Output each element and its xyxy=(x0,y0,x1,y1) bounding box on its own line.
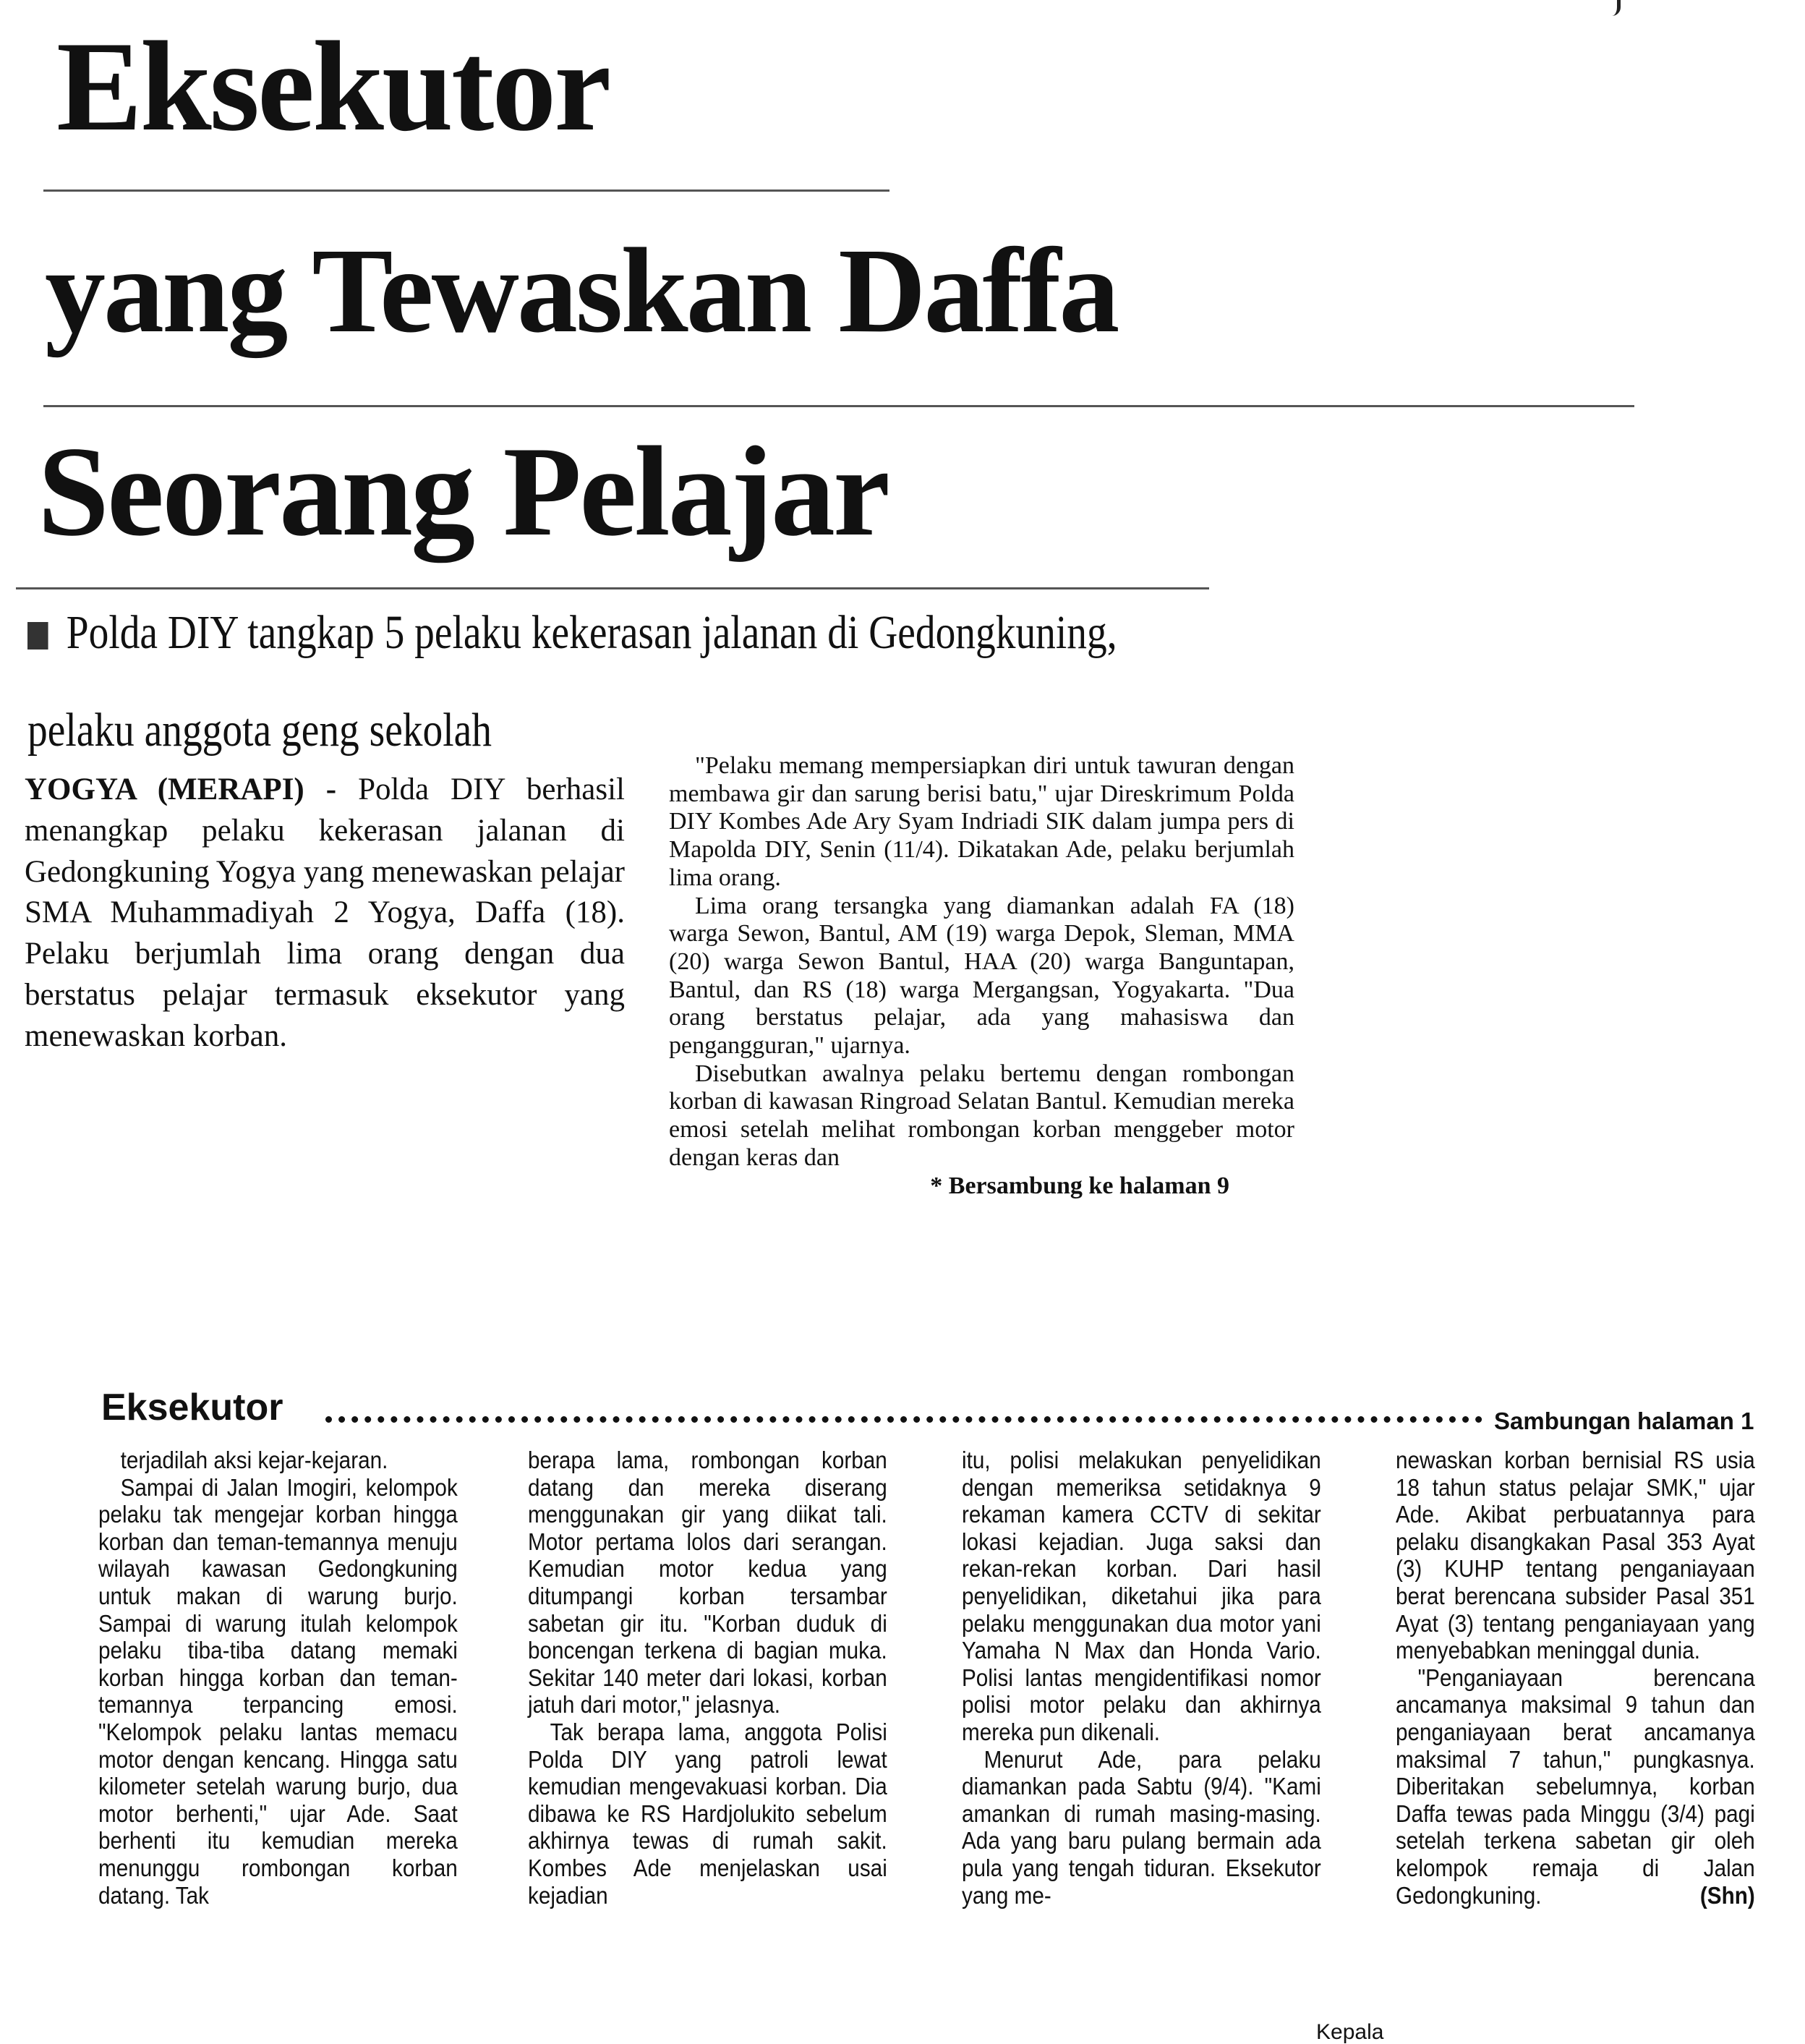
continuation-paragraph: Sampai di Jalan Imogiri, kelompok pelaku tak mengejar korban hingga korban dan teman-temannya menuju wilayah kawasan Gedongkuning untuk makan di warung burjo. Sampai di warung itulah kelompok pelaku tiba-tiba datang memaki korban hingga korban dan teman-temannya terpancing emosi. "Kelompok pelaku lantas memacu motor dengan kencang. Hingga satu kilometer setelah warung burjo, dua motor berhenti," ujar Ade. Saat berhenti itu kemudian mereka menunggu rombongan korban datang. Tak xyxy=(98,1473,458,1909)
article-paragraph: Disebutkan awalnya pelaku bertemu dengan rombongan korban di kawasan Ringroad Selatan Bantul. Kemudian mereka emosi setelah melihat rombongan korban menggeber motor dengan keras dan xyxy=(669,1060,1294,1171)
headline-line-1: Eksekutor xyxy=(56,14,610,158)
continuation-column-2 xyxy=(528,1447,887,1909)
lead-text: Polda DIY berhasil menangkap pelaku kekerasan jalanan di Gedongkuning Yogya yang menewaskan pelajar SMA Muhammadiyah 2 Yogya, Daffa (18). Pelaku berjumlah lima orang dengan dua berstatus pelajar termasuk eksekutor yang menewaskan korban. xyxy=(25,772,625,1053)
continuation-column-1 xyxy=(98,1447,458,1909)
continuation-column-4 xyxy=(1396,1447,1755,1909)
continuation-paragraph xyxy=(1396,1664,1755,1909)
dotted-leader xyxy=(325,1416,1482,1423)
continuation-column-3 xyxy=(962,1447,1321,1909)
continuation-paragraph: itu, polisi melakukan penyelidikan dengan memeriksa setidaknya 9 rekaman kamera CCTV di sekitar lokasi kejadian. Juga saksi dan rekan-rekan korban. Dari hasil penyelidikan, diketahui jika para pelaku menggunakan dua motor yani Yamaha N Max dan Honda Vario. Polisi lantas mengidentifikasi nomor polisi motor pelaku dan akhirnya mereka pun dikenali. xyxy=(962,1447,1321,1745)
subhead-text-1: Polda DIY tangkap 5 pelaku kekerasan jalanan di Gedongkuning, xyxy=(66,606,1117,659)
headline-rule-2 xyxy=(43,405,1634,407)
continuation-paragraph-text: "Penganiayaan berencana ancamanya maksimal 9 tahun dan penganiayaan berat ancamanya maksimal 7 tahun," pungkasnya. Diberitakan sebelumnya, korban Daffa tewas pada Minggu (3/4) pagi setelah terkena sabetan gir oleh kelompok remaja di Jalan Gedongkuning. xyxy=(1396,1664,1755,1909)
subhead-line-1 xyxy=(27,608,1117,657)
headline-rule-1 xyxy=(43,190,889,192)
bullet-square-icon xyxy=(27,622,48,650)
headline-rule-3 xyxy=(16,587,1209,589)
continuation-paragraph: Tak berapa lama, anggota Polisi Polda DIY yang patroli lewat kemudian mengevakuasi korban. Dia dibawa ke RS Hardjolukito sebelum akhirnya tewas di rumah sakit. Kombes Ade menjelaskan usai kejadian xyxy=(528,1718,887,1909)
continuation-paragraph: terjadilah aksi kejar-kejaran. xyxy=(120,1447,388,1473)
continued-note: * Bersambung ke halaman 9 xyxy=(930,1172,1229,1199)
continuation-paragraph: newaskan korban bernisial RS usia 18 tahun status pelajar SMK," ujar Ade. Akibat perbuatannya para pelaku disangkakan Pasal 353 Ayat (3) KUHP tentang penganiayaan berat berencana subsider Pasal 351 Ayat (3) tentang penganiayaan yang menyebabkan meninggal dunia. xyxy=(1396,1447,1755,1664)
article-paragraph: "Pelaku memang mempersiapkan diri untuk tawuran dengan membawa gir dan sarung berisi batu," ujar Direskrimum Polda DIY Kombes Ade Ary Syam Indriadi SIK dalam jumpa pers di Mapolda DIY, Senin (11/4). Dikatakan Ade, pelaku berjumlah lima orang. xyxy=(669,752,1294,891)
continuation-paragraph: berapa lama, rombongan korban datang dan mereka diserang menggunakan gir yang diikat tali. Motor pertama lolos dari serangan. Kemudian motor kedua yang ditumpangi korban tersambar sabetan gir itu. "Korban duduk di boncengan terkena di bagian muka. Sekitar 140 meter dari lokasi, korban jatuh dari motor," jelasnya. xyxy=(528,1447,887,1719)
continuation-paragraph: Menurut Ade, para pelaku diamankan pada Sabtu (9/4). "Kami amankan di rumah masing-masing. Ada yang baru pulang bermain ada pula yang tengah tiduran. Eksekutor yang me- xyxy=(962,1745,1321,1909)
continuation-title: Eksekutor xyxy=(101,1387,283,1428)
subhead-line-2: pelaku anggota geng sekolah xyxy=(27,704,492,757)
scan-mark xyxy=(1607,0,1621,16)
author-signature: (Shn) xyxy=(1699,1881,1755,1909)
article-column-2 xyxy=(669,752,1294,1200)
headline-line-3: Seorang Pelajar xyxy=(38,420,888,563)
dateline: YOGYA (MERAPI) - xyxy=(25,772,337,806)
headline-line-2: yang Tewaskan Daffa xyxy=(45,223,1118,358)
lead-paragraph xyxy=(25,770,625,1057)
article-paragraph: Lima orang tersangka yang diamankan adalah FA (18) warga Sewon, Bantul, AM (19) warga Depok, Sleman, MMA (20) warga Sewon Bantul, HAA (20) warga Banguntapan, Bantul, dan RS (18) warga Mergangsan, Yogyakarta. "Dua orang berstatus pelajar, ada yang mahasiswa dan pengangguran," ujarnya. xyxy=(669,892,1294,1060)
continuation-source: Sambungan halaman 1 xyxy=(1494,1408,1754,1434)
bottom-fragment: Kepala xyxy=(1316,2020,1384,2044)
